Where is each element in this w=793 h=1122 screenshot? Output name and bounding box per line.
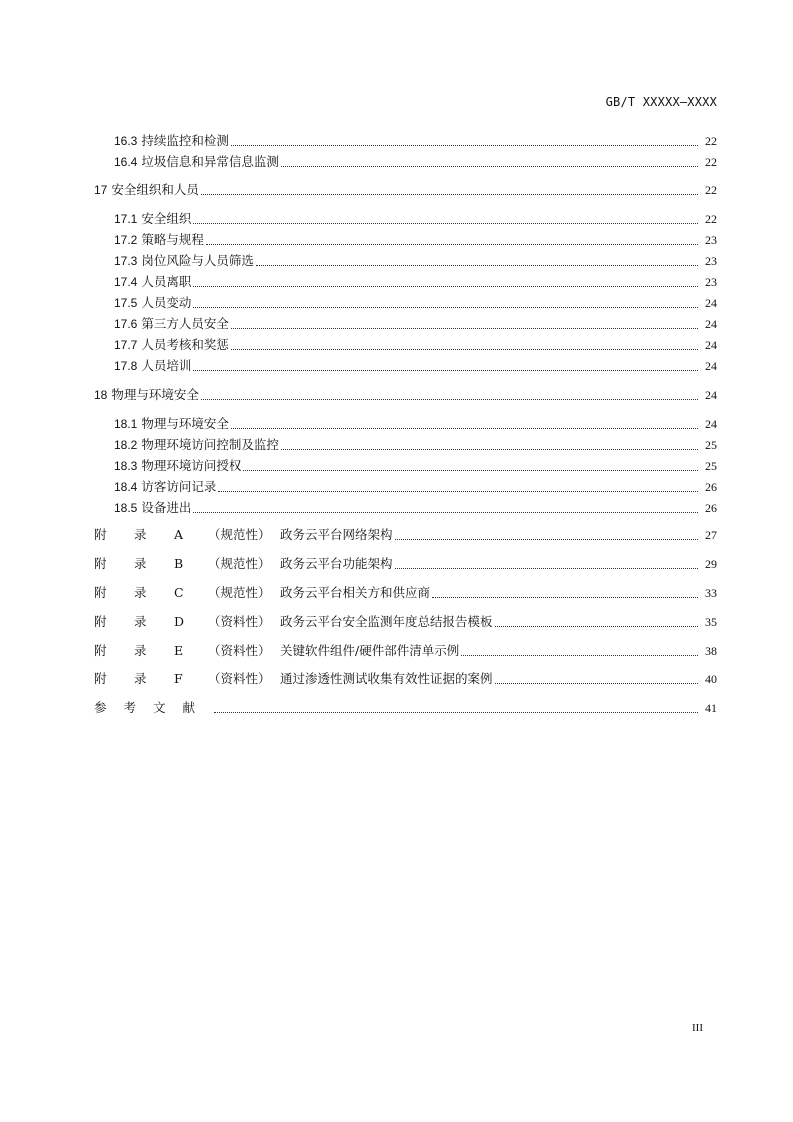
- toc-entry[interactable]: [0, 209, 717, 227]
- dot-leader: [193, 306, 698, 308]
- toc-section[interactable]: [0, 385, 717, 403]
- dot-leader: [231, 348, 698, 350]
- toc-entry-title: 设备进出: [141, 500, 192, 515]
- appendix-fu: 附: [94, 614, 107, 629]
- appendix-kind: （规范性）: [208, 527, 271, 542]
- toc-appendix[interactable]: [0, 525, 717, 543]
- appendix-lu: 录: [134, 643, 147, 658]
- dot-leader: [461, 654, 698, 656]
- toc-entry[interactable]: [0, 152, 717, 170]
- toc-entry-page: 24: [705, 359, 717, 373]
- dot-leader: [201, 193, 698, 195]
- toc-section-number: 18: [94, 388, 108, 402]
- toc-entry-number: 17.2: [114, 233, 138, 247]
- toc-entry-title: 人员考核和奖惩: [141, 337, 229, 352]
- toc-entry[interactable]: [0, 251, 717, 269]
- appendix-letter: C: [174, 585, 184, 600]
- toc-entry-title: 物理环境访问授权: [141, 458, 242, 473]
- appendix-page: 27: [705, 528, 717, 542]
- dot-leader: [231, 144, 698, 146]
- toc-entry[interactable]: [0, 230, 717, 248]
- toc-entry[interactable]: [0, 335, 717, 353]
- references-title: 参考文献: [94, 700, 213, 715]
- appendix-lu: 录: [134, 614, 147, 629]
- dot-leader: [214, 711, 698, 713]
- appendix-page: 33: [705, 586, 717, 600]
- dot-leader: [395, 567, 698, 569]
- appendix-title: 政务云平台相关方和供应商: [280, 585, 431, 600]
- appendix-letter: D: [174, 614, 185, 629]
- toc-entry-title: 访客访问记录: [141, 479, 217, 494]
- toc-entry-number: 17.3: [114, 254, 138, 268]
- references-page: 41: [705, 701, 717, 715]
- toc-entry-title: 策略与规程: [141, 232, 204, 247]
- toc-entry-page: 22: [705, 155, 717, 169]
- toc-entry[interactable]: [0, 414, 717, 432]
- toc-entry-number: 18.4: [114, 480, 138, 494]
- toc-entry[interactable]: [0, 498, 717, 516]
- dot-leader: [256, 264, 698, 266]
- toc-entry-number: 18.1: [114, 417, 138, 431]
- dot-leader: [432, 596, 698, 598]
- toc-entry[interactable]: [0, 131, 717, 149]
- appendix-letter: F: [174, 671, 183, 686]
- toc-entry-number: 17.6: [114, 317, 138, 331]
- toc-entry-page: 24: [705, 338, 717, 352]
- toc-section-number: 17: [94, 183, 108, 197]
- toc-entry-title: 人员离职: [141, 274, 192, 289]
- appendix-page: 40: [705, 672, 717, 686]
- toc-section[interactable]: [0, 180, 717, 198]
- dot-leader: [231, 327, 698, 329]
- toc-entry-number: 16.3: [114, 134, 138, 148]
- appendix-fu: 附: [94, 527, 107, 542]
- toc-entry-page: 23: [705, 254, 717, 268]
- appendix-title: 政务云平台功能架构: [280, 556, 393, 571]
- appendix-kind: （资料性）: [208, 614, 271, 629]
- appendix-title: 政务云平台网络架构: [280, 527, 393, 542]
- toc-entry-number: 17.1: [114, 212, 138, 226]
- appendix-title: 政务云平台安全监测年度总结报告模板: [280, 614, 493, 629]
- toc-entry-page: 25: [705, 459, 717, 473]
- toc-appendix[interactable]: [0, 583, 717, 601]
- toc-entry-number: 17.7: [114, 338, 138, 352]
- toc-appendix[interactable]: [0, 669, 717, 687]
- dot-leader: [201, 398, 698, 400]
- toc-entry-page: 24: [705, 417, 717, 431]
- dot-leader: [395, 538, 698, 540]
- dot-leader: [281, 448, 698, 450]
- dot-leader: [206, 243, 698, 245]
- toc-entry[interactable]: [0, 293, 717, 311]
- appendix-page: 38: [705, 644, 717, 658]
- toc-entry-number: 17.4: [114, 275, 138, 289]
- toc-entry[interactable]: [0, 314, 717, 332]
- toc-entry-number: 16.4: [114, 155, 138, 169]
- toc-entry-page: 26: [705, 480, 717, 494]
- dot-leader: [193, 511, 698, 513]
- toc-entry-number: 17.8: [114, 359, 138, 373]
- toc-entry-page: 22: [705, 212, 717, 226]
- toc-entry[interactable]: [0, 456, 717, 474]
- toc-entry-title: 人员变动: [141, 295, 192, 310]
- toc-entry-title: 安全组织: [141, 211, 192, 226]
- toc-references[interactable]: [0, 698, 717, 716]
- appendix-letter: B: [174, 556, 184, 571]
- toc-entry-page: 25: [705, 438, 717, 452]
- appendix-fu: 附: [94, 585, 107, 600]
- appendix-letter: E: [174, 643, 184, 658]
- appendix-lu: 录: [134, 556, 147, 571]
- appendix-fu: 附: [94, 643, 107, 658]
- toc-entry-page: 22: [705, 134, 717, 148]
- appendix-fu: 附: [94, 671, 107, 686]
- toc-entry-title: 持续监控和检测: [141, 133, 229, 148]
- toc-entry[interactable]: [0, 356, 717, 374]
- appendix-title: 关键软件组件/硬件部件清单示例: [280, 643, 460, 658]
- toc-entry-title: 垃圾信息和异常信息监测: [141, 154, 279, 169]
- appendix-lu: 录: [134, 585, 147, 600]
- standard-code: GB/T XXXXX—XXXX: [605, 95, 717, 109]
- dot-leader: [495, 625, 698, 627]
- toc-entry-title: 人员培训: [141, 358, 192, 373]
- appendix-page: 35: [705, 615, 717, 629]
- toc-entry-page: 23: [705, 233, 717, 247]
- dot-leader: [193, 222, 698, 224]
- dot-leader: [281, 165, 698, 167]
- dot-leader: [495, 682, 698, 684]
- appendix-lu: 录: [134, 671, 147, 686]
- appendix-lu: 录: [134, 527, 147, 542]
- toc-entry[interactable]: [0, 477, 717, 495]
- page-number: III: [692, 1022, 703, 1034]
- appendix-letter: A: [174, 527, 184, 542]
- toc-section-page: 24: [705, 388, 717, 402]
- dot-leader: [218, 490, 698, 492]
- toc-section-page: 22: [705, 183, 717, 197]
- dot-leader: [231, 427, 698, 429]
- appendix-kind: （资料性）: [208, 643, 271, 658]
- appendix-kind: （规范性）: [208, 585, 271, 600]
- toc-entry-page: 26: [705, 501, 717, 515]
- toc-entry[interactable]: [0, 272, 717, 290]
- toc-entry-page: 23: [705, 275, 717, 289]
- toc-entry-number: 18.2: [114, 438, 138, 452]
- toc-entry-number: 17.5: [114, 296, 138, 310]
- appendix-kind: （规范性）: [208, 556, 271, 571]
- appendix-title: 通过渗透性测试收集有效性证据的案例: [280, 671, 493, 686]
- toc-entry-page: 24: [705, 317, 717, 331]
- toc-entry-page: 24: [705, 296, 717, 310]
- toc-appendix[interactable]: [0, 554, 717, 572]
- dot-leader: [193, 369, 698, 371]
- toc-appendix[interactable]: [0, 612, 717, 630]
- toc-entry-title: 物理与环境安全: [141, 416, 229, 431]
- toc-entry-title: 第三方人员安全: [141, 316, 229, 331]
- appendix-fu: 附: [94, 556, 107, 571]
- toc-entry[interactable]: [0, 435, 717, 453]
- toc-section-title: 物理与环境安全: [111, 387, 199, 402]
- toc-entry-number: 18.3: [114, 459, 138, 473]
- appendix-page: 29: [705, 557, 717, 571]
- dot-leader: [243, 469, 698, 471]
- dot-leader: [193, 285, 698, 287]
- toc-section-title: 安全组织和人员: [111, 182, 199, 197]
- toc-appendix[interactable]: [0, 641, 717, 659]
- toc-entry-title: 岗位风险与人员筛选: [141, 253, 254, 268]
- toc-entry-title: 物理环境访问控制及监控: [141, 437, 279, 452]
- toc-entry-number: 18.5: [114, 501, 138, 515]
- appendix-kind: （资料性）: [208, 671, 271, 686]
